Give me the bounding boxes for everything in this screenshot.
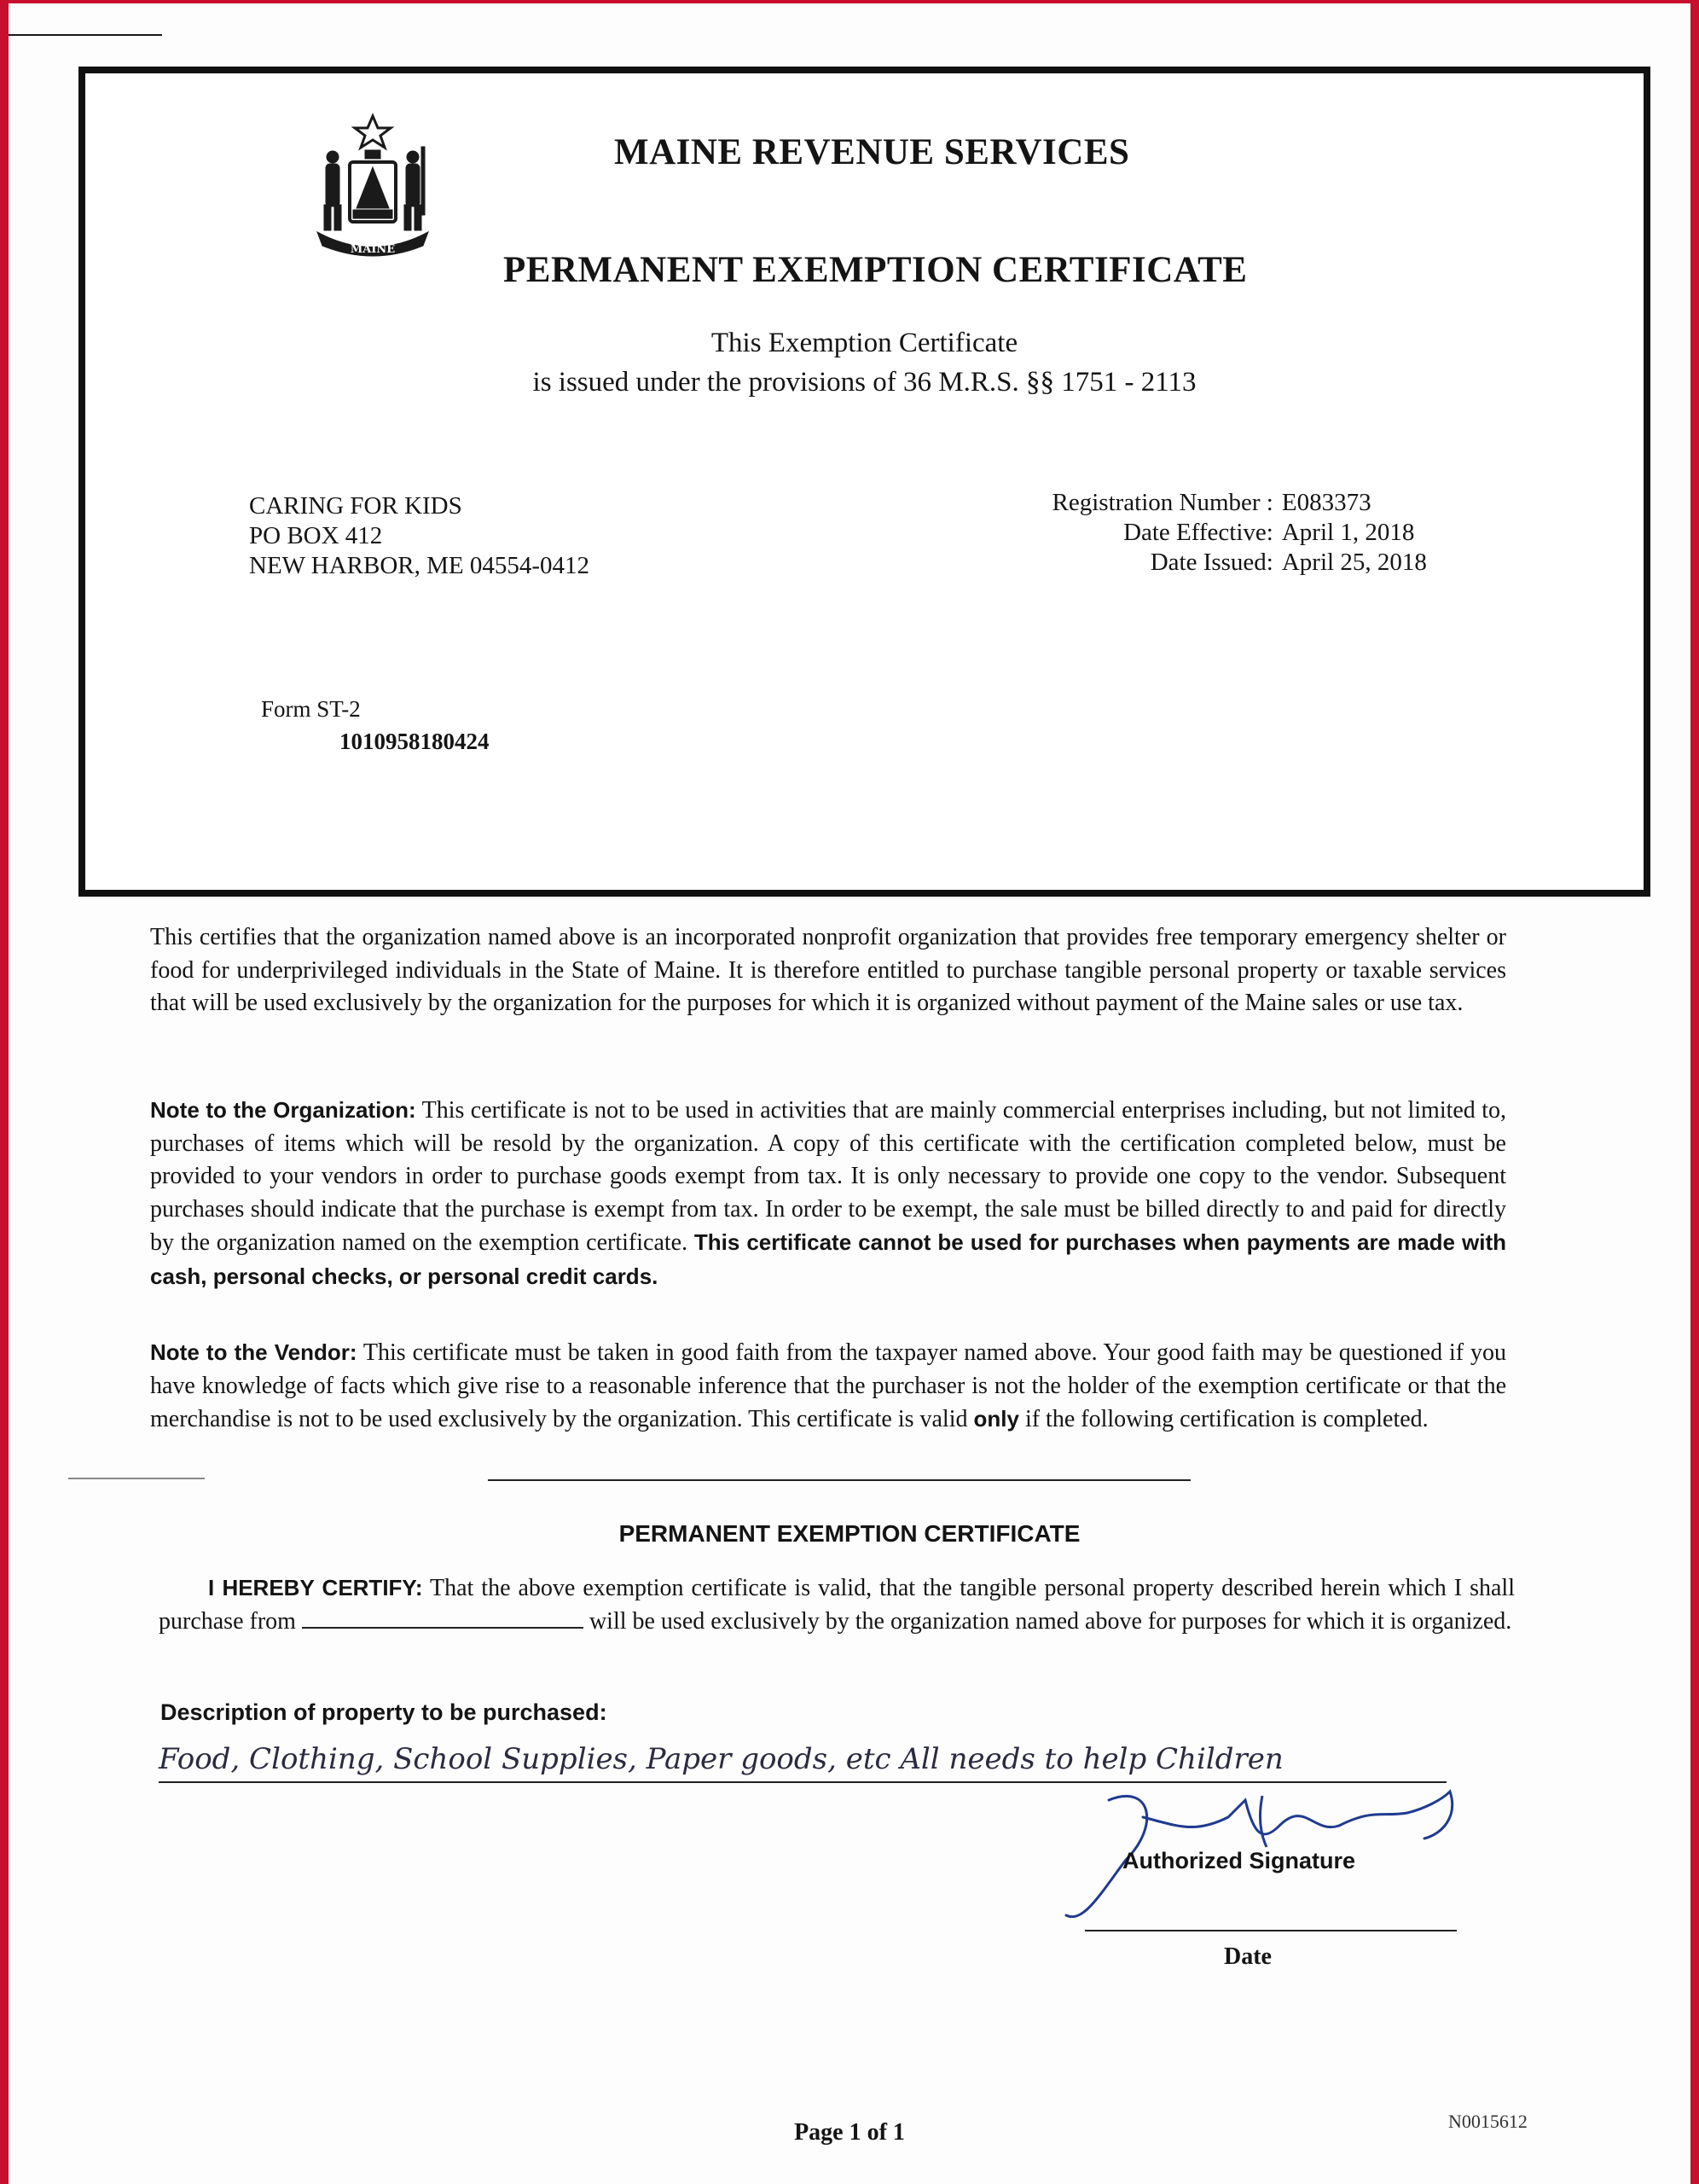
certification-title: PERMANENT EXEMPTION CERTIFICATE — [618, 1520, 1081, 1547]
issued-line-2: is issued under the provisions of 36 M.R.S. §§ 1751 - 2113 — [532, 367, 1197, 398]
form-number: 1010958180424 — [339, 729, 490, 754]
vendor-name-blank[interactable] — [302, 1606, 583, 1629]
organization-address-line-1: PO BOX 412 — [249, 522, 383, 549]
registration-number-label: Registration Number : — [1052, 489, 1273, 516]
date-label: Date — [1224, 1943, 1272, 1970]
agency-title: MAINE REVENUE SERVICES — [614, 132, 1130, 172]
authorized-signature-label: Authorized Signature — [1122, 1848, 1356, 1873]
note-vendor-bold-word: only — [973, 1406, 1019, 1432]
note-vendor-text: This certificate must be taken in good faith from the taxpayer named above. Your good faith may be questioned if you have knowledge of facts which give rise to a reasonable inference that the purchaser is not the holder of the exemption certificate or that the merchandise is not to be used exclusively by the organization. This certificate is valid — [150, 1339, 1507, 1432]
date-issued-label: Date Issued: — [1150, 549, 1273, 576]
organization-address-line-2: NEW HARBOR, ME 04554-0412 — [249, 552, 590, 579]
registration-number-row — [853, 488, 1450, 518]
note-organization-bold-text: This certificate cannot be used for purchases when payments are made with cash, personal checks, or personal credit cards. — [150, 1229, 1506, 1289]
note-to-organization — [150, 1094, 1506, 1293]
date-line[interactable] — [1085, 1930, 1457, 1931]
description-label: Description of property to be purchased: — [160, 1699, 607, 1725]
certification-statement — [159, 1571, 1515, 1638]
note-organization-text: This certificate is not to be used in activities that are mainly commercial enterprises including, but not limited to, purchases of items which will be resold by the organization. A copy of this certificate with the certification completed below, must be provided to your vendors in order to purchase goods exempt from tax. It is only necessary to provide one copy to the vendor. Subsequent purchases should indicate that the purchase is exempt from tax. In order to be exempt, the sale must be billed directly to and paid for directly by the organization named on the exemption certificate. — [150, 1097, 1506, 1256]
organization-name: CARING FOR KIDS — [249, 492, 462, 520]
section-divider — [488, 1479, 1191, 1481]
certify-text-a: That the above exemption certificate is valid, that the tangible personal property described herein which I shall purchase from — [159, 1575, 1515, 1635]
note-vendor-end: if the following certification is completed. — [1018, 1406, 1429, 1432]
registration-block — [853, 488, 1450, 578]
note-vendor-label: Note to the Vendor: — [150, 1339, 357, 1365]
document-code: N0015612 — [1448, 2111, 1528, 2132]
right-red-border — [1690, 0, 1699, 2184]
scan-artifact-dash — [68, 1478, 205, 1479]
form-name: Form ST-2 — [261, 696, 361, 722]
note-to-vendor — [150, 1336, 1506, 1437]
description-handwritten-value[interactable]: Food, Clothing, School Supplies, Paper goods, etc All needs to help Children — [159, 1742, 1284, 1776]
date-issued-value: April 25, 2018 — [1281, 549, 1427, 576]
certify-text-b: will be used exclusively by the organization named above for purposes for which it is organized. — [583, 1607, 1512, 1635]
date-effective-value: April 1, 2018 — [1281, 519, 1415, 546]
organization-address — [249, 491, 589, 581]
certificate-title: PERMANENT EXEMPTION CERTIFICATE — [503, 250, 1248, 290]
left-red-border — [0, 0, 9, 2184]
registration-number-value: E083373 — [1281, 489, 1371, 516]
maine-state-seal-icon — [309, 113, 437, 262]
date-effective-row — [853, 518, 1450, 548]
page-number: Page 1 of 1 — [794, 2119, 905, 2146]
date-issued-row — [853, 548, 1450, 578]
seal-text: MAINE — [350, 243, 396, 256]
note-organization-label: Note to the Organization: — [150, 1097, 416, 1123]
date-effective-label: Date Effective: — [1123, 519, 1273, 546]
certificate-header-box — [78, 67, 1650, 897]
certifies-paragraph: This certifies that the organization named above is an incorporated nonprofit organization that provides free temporary emergency shelter or food for underprivileged individuals in the State of Maine. It is therefore entitled to purchase tangible personal property or taxable services that will be used exclusively by the organization for the purposes for which it is organized without payment of the Maine sales or use tax. — [150, 924, 1506, 1016]
issued-line-1: This Exemption Certificate — [710, 328, 1018, 358]
certify-lead: I HEREBY CERTIFY: — [208, 1575, 423, 1600]
scan-artifact-line — [9, 34, 162, 36]
top-red-border — [0, 0, 1699, 3]
